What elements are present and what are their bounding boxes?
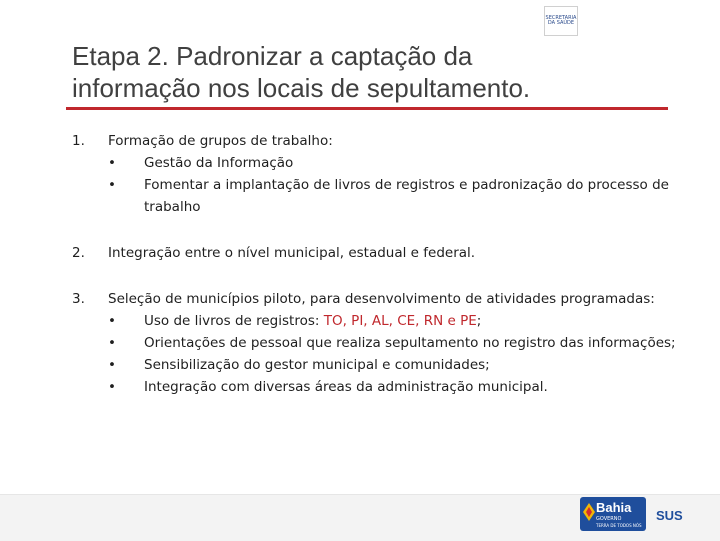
- bullet-icon: •: [108, 313, 116, 329]
- bullet-icon: •: [108, 155, 116, 171]
- sub-bullet: [108, 354, 682, 376]
- bahia-tagline: TERRA DE TODOS NÓS: [596, 523, 642, 528]
- bullet-icon: •: [108, 177, 116, 193]
- sub-bullet: [108, 152, 682, 174]
- item-text: Seleção de municípios piloto, para desenvolvimento de atividades programadas:: [108, 291, 655, 307]
- states-highlight: TO, PI, AL, CE, RN e PE: [323, 313, 477, 329]
- title-line-2: informação nos locais de sepultamento.: [72, 73, 531, 103]
- item-text: Formação de grupos de trabalho:: [108, 133, 333, 149]
- slide-title: [72, 40, 672, 104]
- sub-bullet-prefix: Uso de livros de registros:: [144, 313, 324, 329]
- title-line-1: Etapa 2. Padronizar a captação da: [72, 41, 473, 71]
- bahia-emblem-icon: [583, 503, 595, 521]
- sub-bullet: [108, 174, 682, 218]
- bahia-label: Bahia: [596, 500, 632, 515]
- item-number: 1.: [72, 133, 85, 149]
- sub-bullet-text: Gestão da Informação: [144, 155, 294, 171]
- list-item-3: [72, 288, 682, 398]
- item-text: Integração entre o nível municipal, estadual e federal.: [108, 245, 476, 261]
- item-number: 3.: [72, 291, 85, 307]
- sub-bullet-text: Sensibilização do gestor municipal e comunidades;: [144, 357, 490, 373]
- sub-bullet-text: Integração com diversas áreas da administração municipal.: [144, 379, 548, 395]
- sub-bullet-text: Orientações de pessoal que realiza sepultamento no registro das informações;: [144, 335, 676, 351]
- secretaria-logo: SECRETARIA DA SAÚDE: [544, 6, 578, 36]
- bullet-icon: •: [108, 357, 116, 373]
- sub-bullet: [108, 332, 682, 354]
- bahia-logo: [580, 497, 646, 531]
- sub-bullet-suffix: ;: [476, 313, 482, 329]
- title-divider: [66, 107, 668, 110]
- bahia-sub-label: GOVERNO: [596, 516, 622, 522]
- list-item-1: [72, 130, 682, 218]
- sub-bullet: [108, 310, 682, 332]
- bullet-icon: •: [108, 379, 116, 395]
- bullet-icon: •: [108, 335, 116, 351]
- sub-bullet-text: Fomentar a implantação de livros de registros e padronização do processo de trabalho: [144, 177, 669, 215]
- slide-body: [72, 130, 682, 422]
- sub-bullet: [108, 376, 682, 398]
- sus-logo: SUS: [656, 508, 683, 523]
- item-number: 2.: [72, 245, 85, 261]
- list-item-2: [72, 242, 682, 264]
